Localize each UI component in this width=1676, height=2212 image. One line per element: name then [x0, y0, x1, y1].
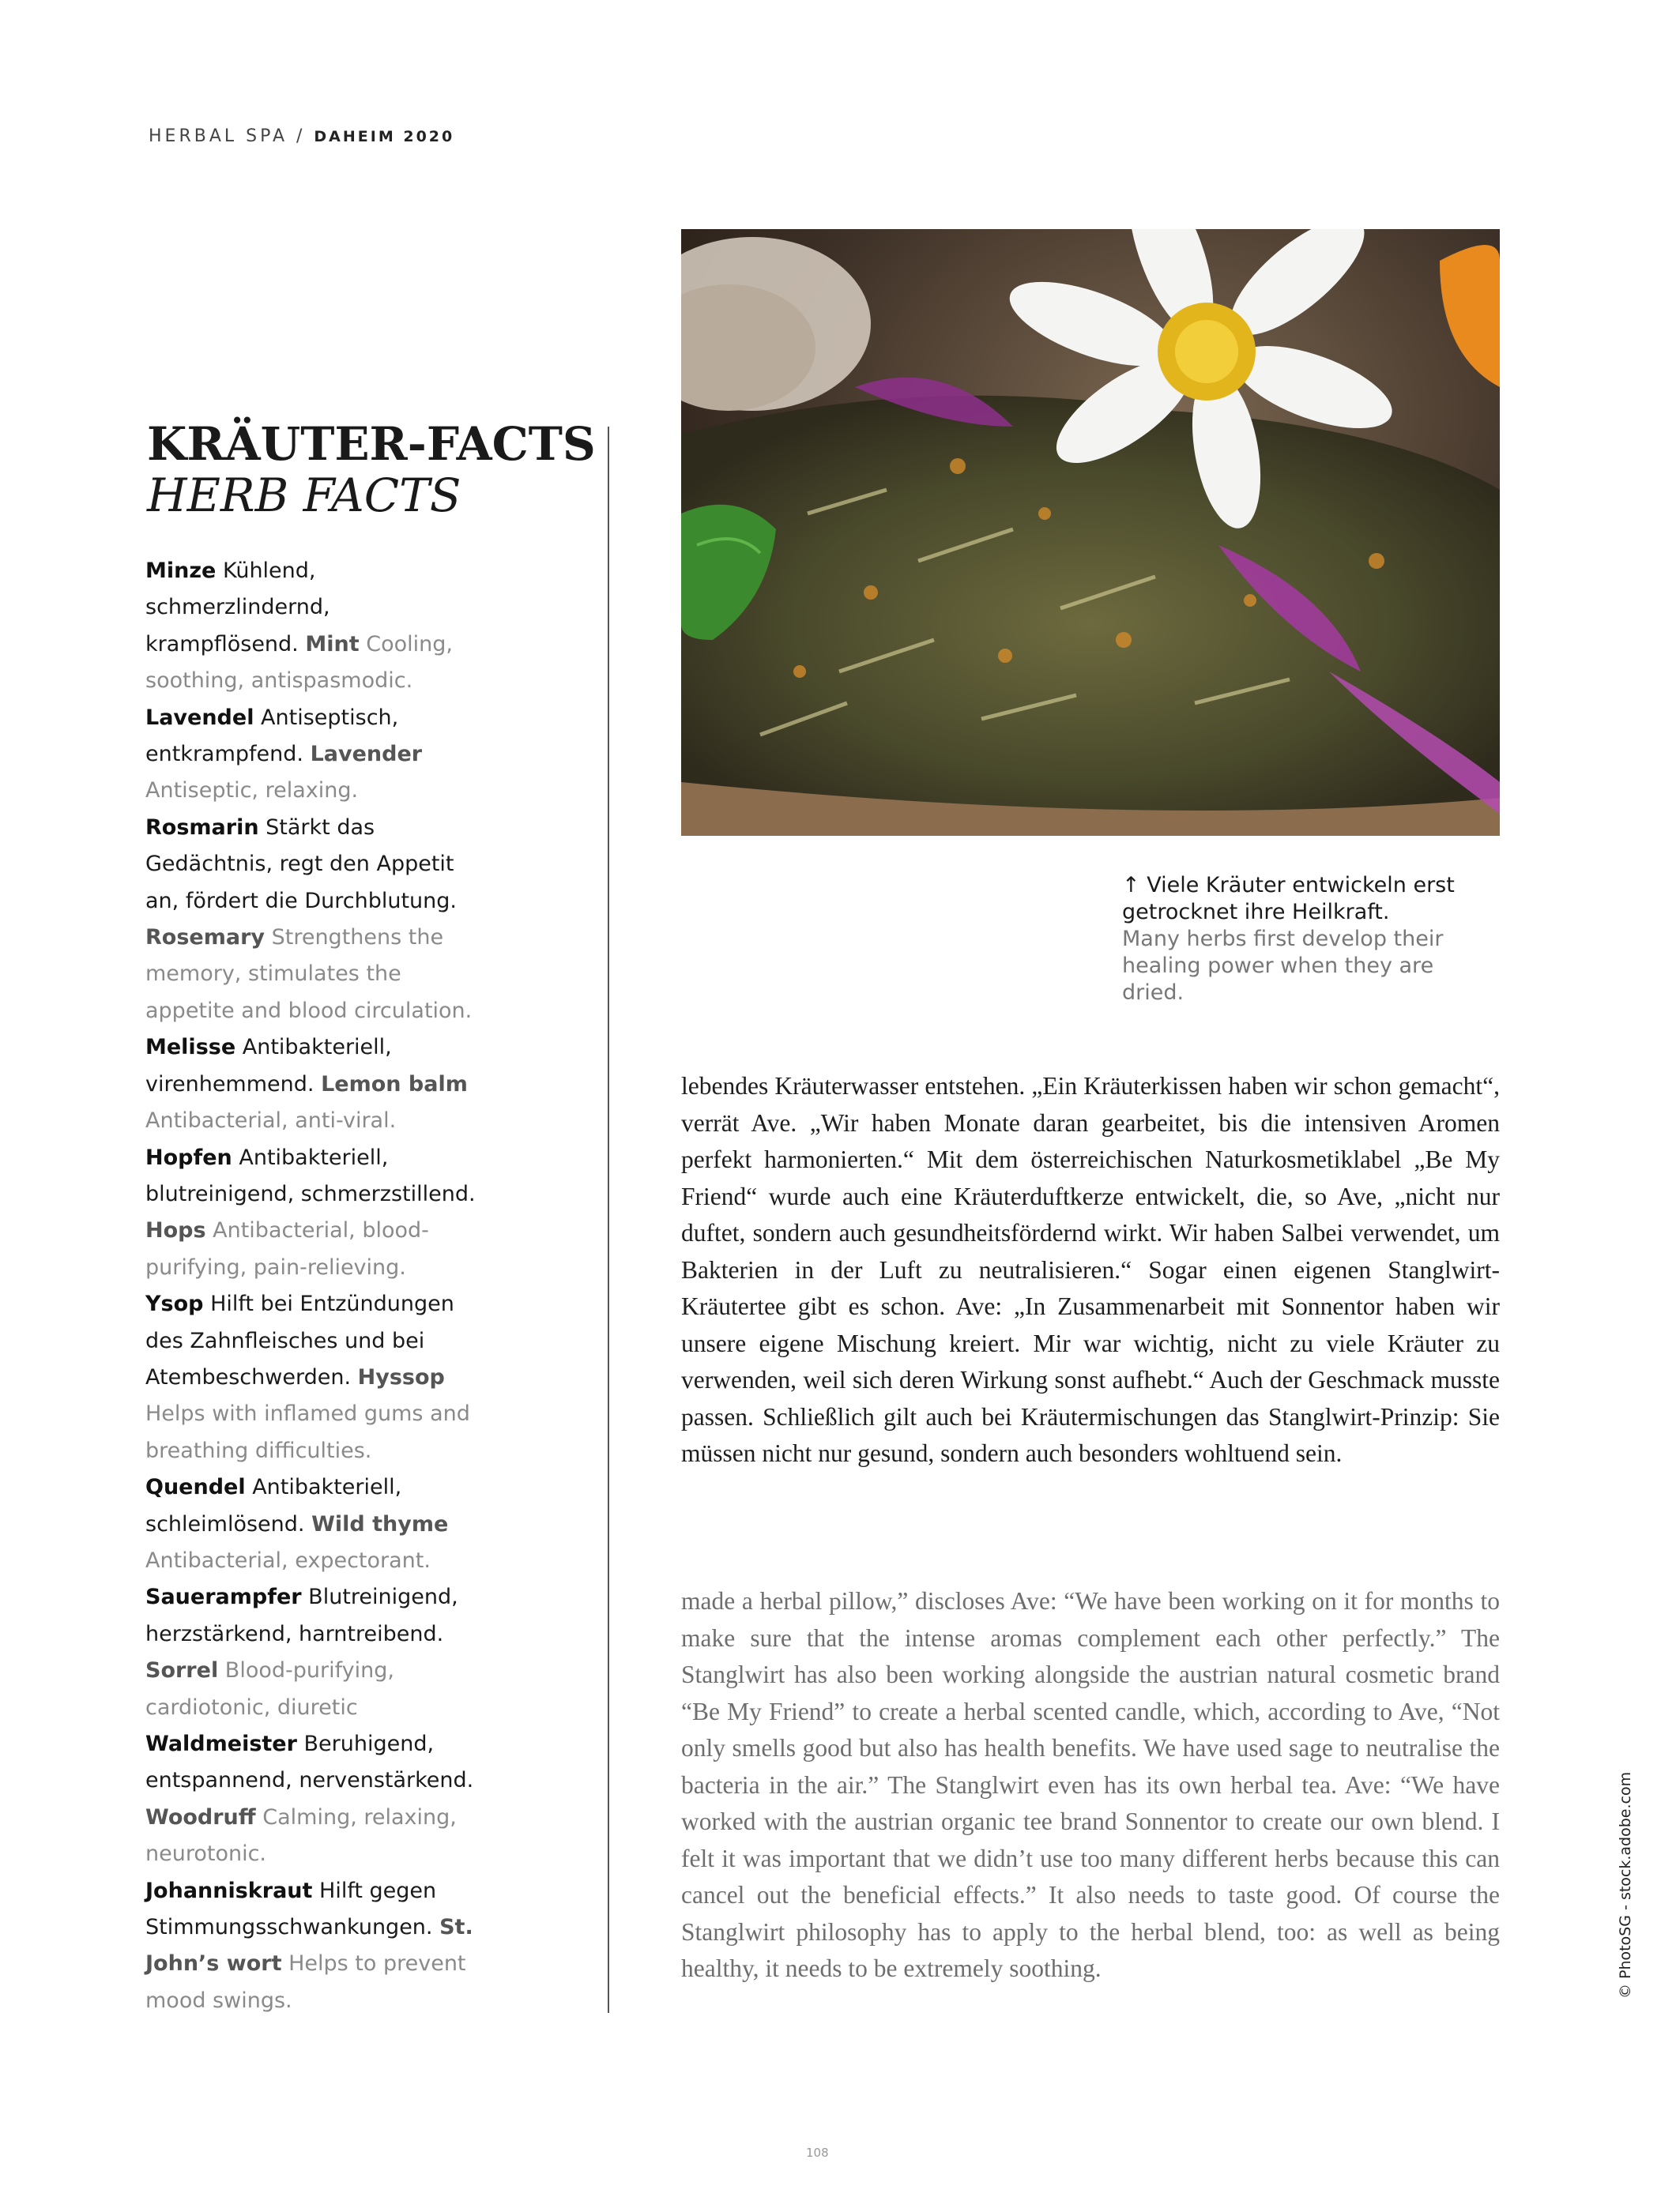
- herb-name-de: Hopfen: [145, 1145, 232, 1170]
- herb-name-en: Hyssop: [357, 1364, 445, 1390]
- body-text-english: made a herbal pillow,” discloses Ave: “We have been working on it for months to make sure that the intense aromas complement each other perfectly.” The Stanglwirt has also been working alongside the austrian natural cosmetic brand “Be My Friend” to create a herbal scented candle, which, according to Ave, “Not only smells good but also has health benefits. We have used sage to neutralise the bacteria in the air.” The Stanglwirt even has its own herbal tea. Ave: “We have worked with the austrian organic tee brand Sonnentor to create our own blend. I felt it was important that we didn’t use too many different herbs because this can cancel out the beneficial effects.” It also needs to taste good. Of course the Stanglwirt philosophy has to apply to the herbal blend, too: as well as being healthy, it needs to be extremely soothing.: [681, 1587, 1500, 1982]
- herb-name-de: Melisse: [145, 1035, 236, 1060]
- headline-en: HERB FACTS: [147, 468, 461, 522]
- herb-text-de: Antiseptisch, entkrampfend.: [145, 705, 399, 767]
- herb-item-minze: [145, 553, 477, 700]
- herb-item-sauerampfer: [145, 1579, 477, 1726]
- herb-text-de: Blutreinigend, herzstärkend, harntreibend.: [145, 1585, 458, 1646]
- caption-en: Many herbs first develop their healing power when they are dried.: [1122, 927, 1444, 1005]
- herb-text-en: Antibacterial, expectorant.: [145, 1548, 431, 1573]
- herb-name-de: Minze: [145, 559, 217, 583]
- herb-name-de: Lavendel: [145, 705, 254, 730]
- herb-name-de: Sauerampfer: [145, 1585, 302, 1610]
- herb-text-de: Beruhigend, entspannend, nervenstärkend.: [145, 1732, 474, 1793]
- herb-name-de: Waldmeister: [145, 1732, 297, 1756]
- herb-text-en: Cooling, soothing, antispasmodic.: [145, 631, 453, 694]
- running-header: [149, 126, 454, 146]
- herb-name-en: Lemon balm: [321, 1071, 468, 1097]
- herb-name-en: Rosemary: [145, 925, 265, 950]
- herb-text-en: Antiseptic, relaxing.: [145, 778, 359, 803]
- herb-facts-list: [145, 553, 477, 2019]
- herb-text-de: Antibakteriell, schleimlösend.: [145, 1475, 402, 1537]
- photo-caption: [1122, 872, 1501, 1006]
- herb-name-de: Rosmarin: [145, 814, 259, 840]
- herb-name-en: Hops: [145, 1218, 206, 1243]
- herb-text-en: Helps with inflamed gums and breathing difficulties.: [145, 1401, 470, 1463]
- herb-item-waldmeister: [145, 1726, 477, 1873]
- herb-name-en: Mint: [305, 631, 360, 656]
- section-label: HERBAL SPA /: [149, 126, 306, 146]
- herb-item-melisse: [145, 1029, 477, 1139]
- headline-de: KRÄUTER-FACTS: [147, 417, 596, 471]
- herb-text-en: Helps to prevent mood swings.: [145, 1951, 466, 2013]
- herb-item-rosmarin: [145, 810, 477, 1029]
- herb-name-en: Wild thyme: [311, 1511, 449, 1537]
- body-text-german: lebendes Kräuterwasser entstehen. „Ein Kräuterkissen haben wir schon gemacht“, verrät Ave. „Wir haben Monate daran gearbeitet, bis die intensiven Aromen perfekt harmonierten.“ Mit dem österreichischen Naturkosmetiklabel „Be My Friend“ wurde auch eine Kräuterduftkerze entwickelt, die, so Ave, „nicht nur duftet, sondern auch gesundheitsfördernd wirkt. Wir haben Salbei verwendet, um Bakterien in der Luft zu neutralisieren.“ Sogar einen eigenen Stanglwirt-Kräutertee gibt es schon. Ave: „In Zusammenarbeit mit Sonnentor haben wir unsere eigene Mischung kreiert. Mir war wichtig, nicht zu viele Kräuter zu verwenden, weil sich deren Wirkung sonst aufhebt.“ Auch der Geschmack musste passen. Schließlich gilt auch bei Kräutermischungen das Stanglwirt-Prinzip: Sie müssen nicht nur gesund, sondern auch besonders wohltuend sein.: [681, 1072, 1500, 1467]
- herb-item-lavendel: [145, 700, 477, 810]
- herb-name-en: Woodruff: [145, 1804, 256, 1830]
- herb-text-de: Kühlend, schmerzlindernd, krampflösend.: [145, 559, 330, 656]
- caption-de: ↑ Viele Kräuter entwickeln erst getrocknet ihre Heilkraft.: [1122, 873, 1455, 924]
- herb-text-de: Hilft bei Entzündungen des Zahnfleisches und bei Atembeschwerden.: [145, 1292, 454, 1390]
- herb-name-de: Ysop: [145, 1292, 204, 1317]
- herb-name-en: Lavender: [310, 742, 423, 767]
- herb-item-johanniskraut: [145, 1873, 477, 2020]
- herb-item-ysop: [145, 1286, 477, 1469]
- photo-credit: © PhotoSG - stock.adobe.com: [1617, 1771, 1634, 1999]
- herb-text-en: Calming, relaxing, neurotonic.: [145, 1804, 457, 1867]
- sidebar-headline: [147, 417, 596, 520]
- herb-name-en: St. John’s wort: [145, 1915, 473, 1977]
- herb-name-en: Sorrel: [145, 1658, 219, 1683]
- herb-text-de: Hilft gegen Stimmungsschwankungen.: [145, 1878, 437, 1940]
- herb-text-de: Antibakteriell, virenhemmend.: [145, 1035, 392, 1097]
- herb-name-de: Johanniskraut: [145, 1878, 313, 1903]
- herbal-tea-photo: [681, 229, 1500, 836]
- herb-item-quendel: [145, 1469, 477, 1579]
- issue-label: DAHEIM 2020: [314, 128, 455, 145]
- herb-text-en: Antibacterial, anti-viral.: [145, 1108, 397, 1134]
- column-divider: [608, 427, 609, 2013]
- herb-text-en: Strengthens the memory, stimulates the appetite and blood circulation.: [145, 925, 473, 1023]
- herb-text-de: Stärkt das Gedächtnis, regt den Appetit an, fördert die Durchblutung.: [145, 814, 457, 913]
- herb-item-hopfen: [145, 1140, 477, 1287]
- herb-text-de: Antibakteriell, blutreinigend, schmerzstillend.: [145, 1145, 476, 1206]
- page-number: 108: [806, 2146, 829, 2160]
- herb-name-de: Quendel: [145, 1475, 246, 1500]
- herb-text-en: Antibacterial, blood-purifying, pain-relieving.: [145, 1218, 429, 1280]
- herb-text-en: Blood-purifying, cardiotonic, diuretic: [145, 1658, 394, 1720]
